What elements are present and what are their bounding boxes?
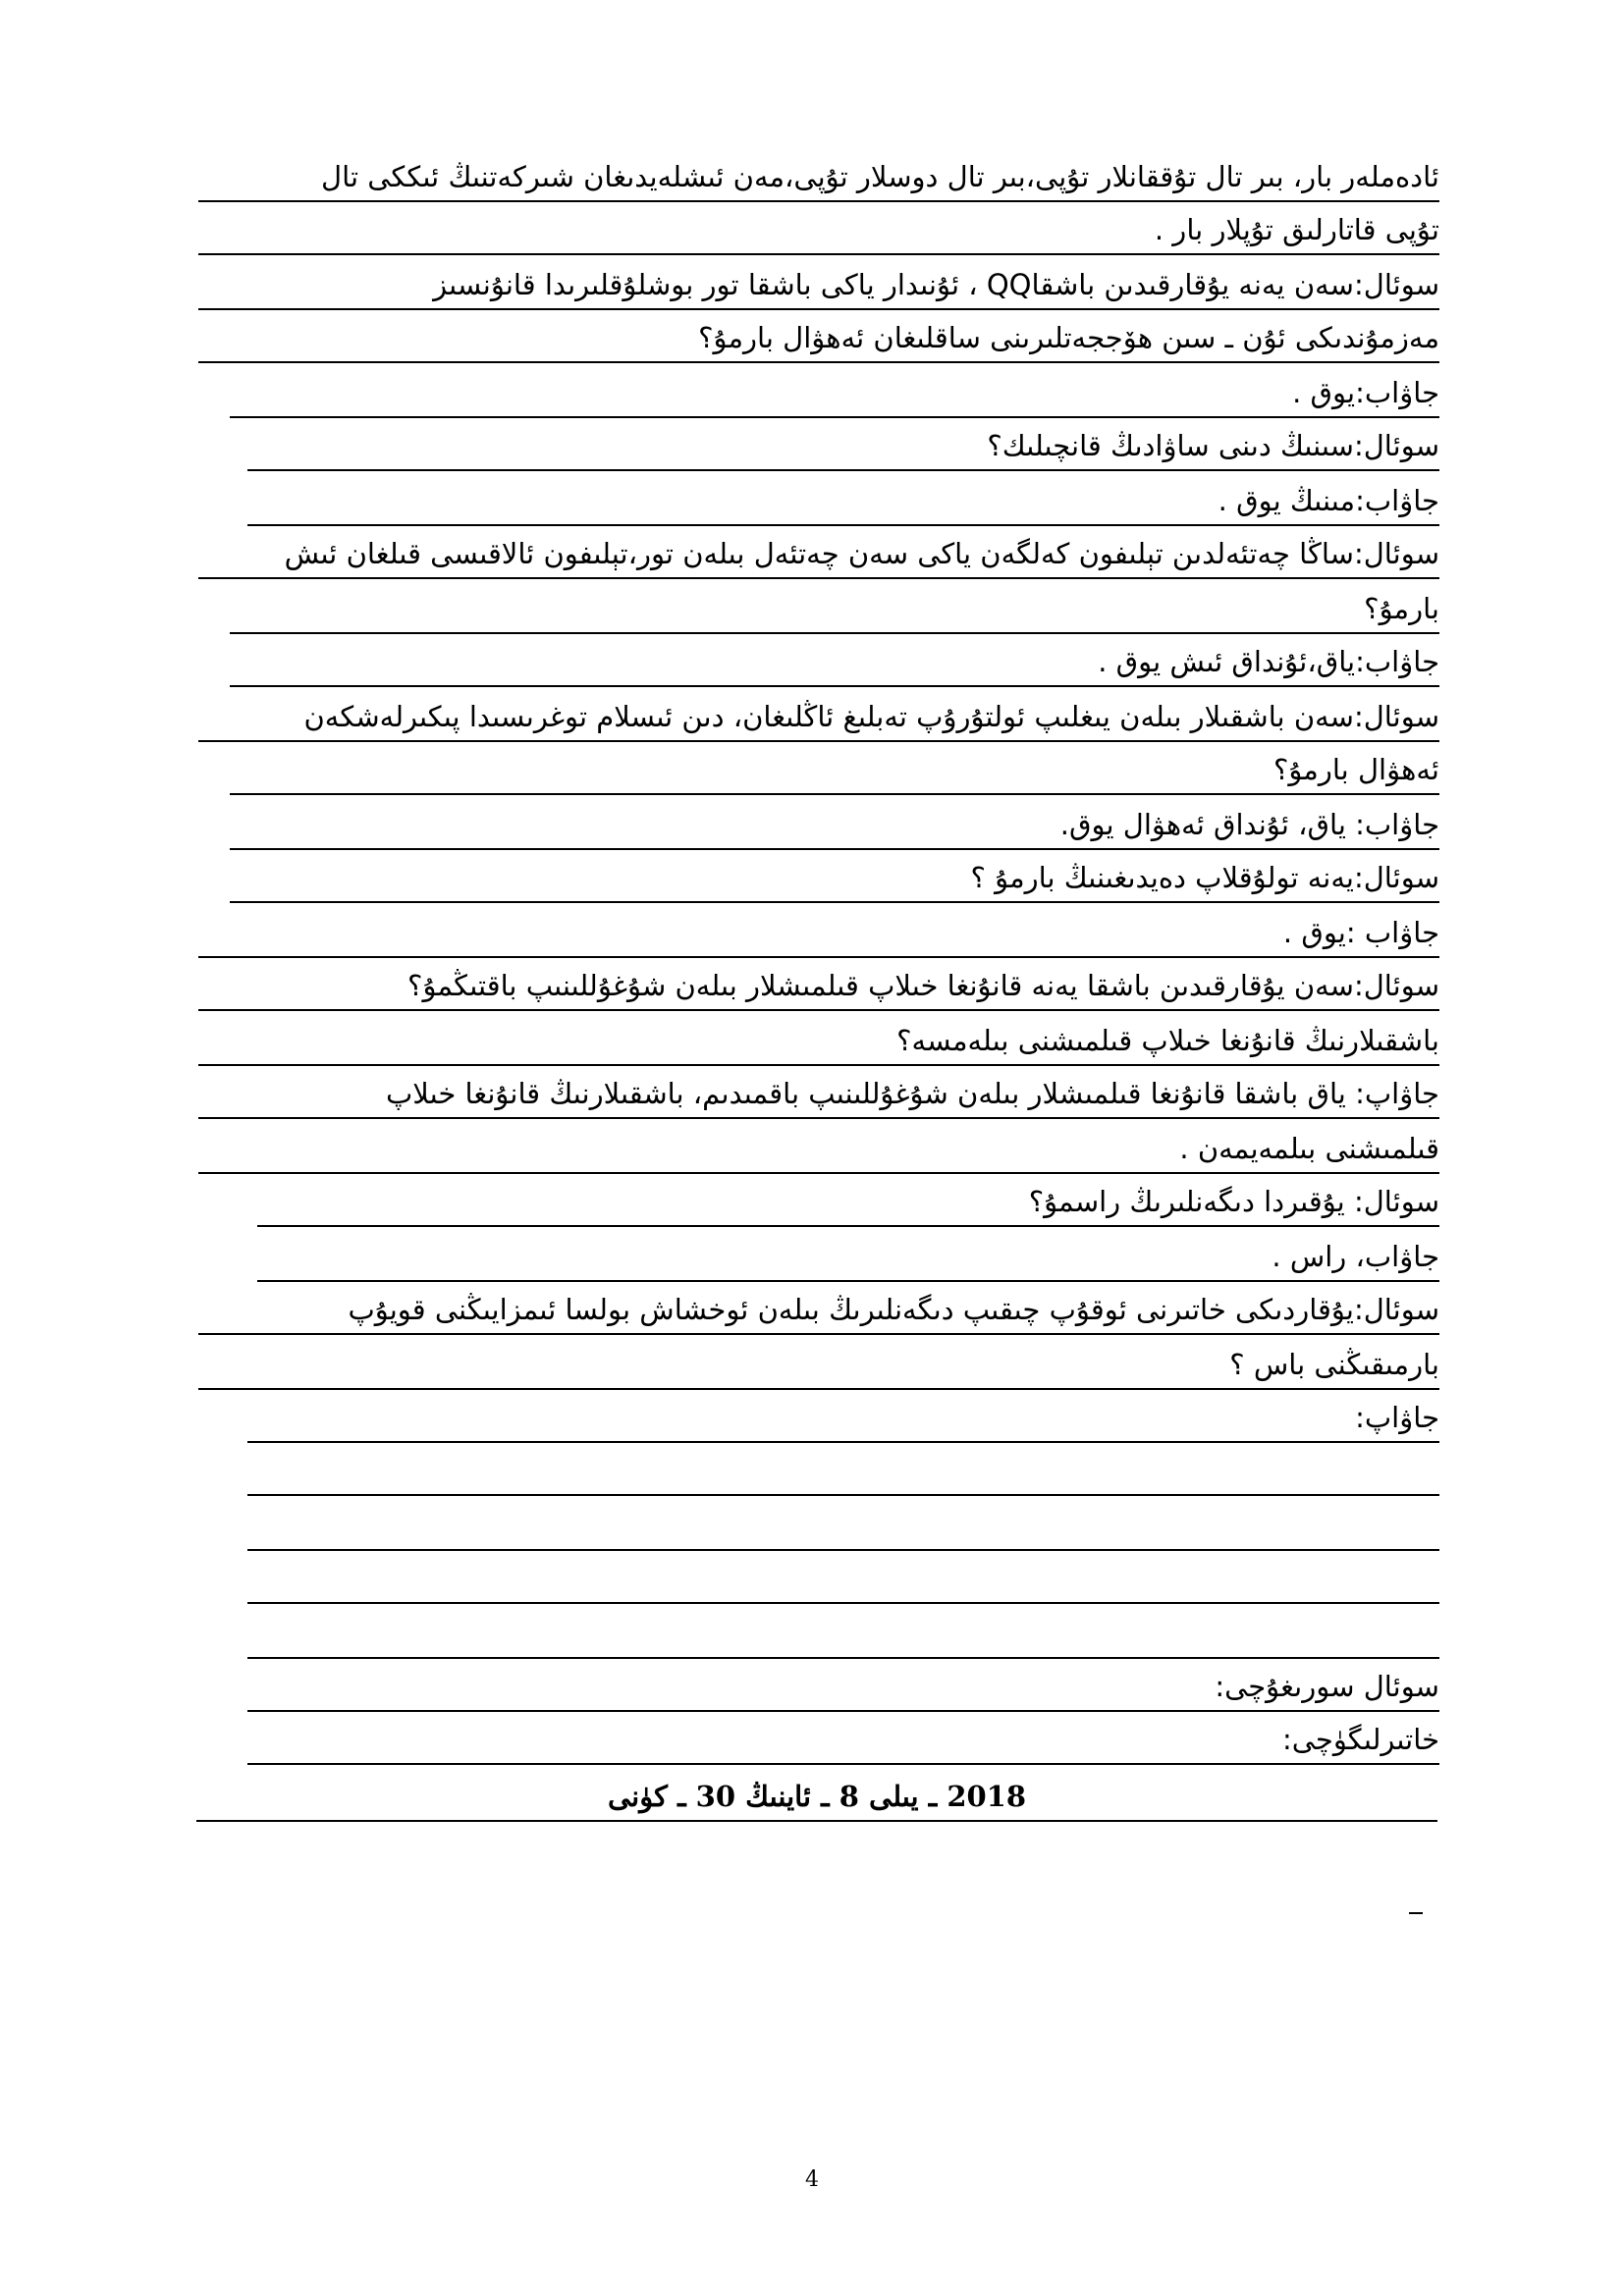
blank-answer-line: [247, 1494, 1439, 1496]
document-date: 2018 ـ يىلى 8 ـ ئاينىڭ 30 ـ كۈنى: [196, 1775, 1437, 1822]
text-line-9: بارمۇ؟: [230, 587, 1439, 634]
recorder-signature-line: خاتىرلىگۈچى:: [247, 1718, 1439, 1765]
text-line-19: قىلمىشنى بىلمەيمەن .: [198, 1127, 1439, 1174]
answer-line: جاۋاپ: ياق باشقا قانۇنغا قىلمىشلار بىلەن شۇغۇللىنىپ باقمىدىم، باشقىلارنىڭ قانۇنغا خىلاپ: [198, 1072, 1439, 1119]
page-number: 4: [805, 2167, 819, 2192]
text-line-12: ئەھۋال بارمۇ؟: [230, 748, 1439, 795]
questioner-signature-line: سوئال سورىغۇچى:: [247, 1665, 1439, 1712]
blank-answer-line: [247, 1549, 1439, 1551]
question-line: سوئال:يۇقاردىكى خاتىرنى ئوقۇپ چىقىپ دىگەنلىرىڭ بىلەن ئوخشاش بولسا ئىمزايىڭنى قويۇپ: [198, 1288, 1439, 1335]
question-line: سوئال:يەنە تولۇقلاپ دەيدىغىنىڭ بارمۇ ؟: [230, 856, 1439, 903]
text-line-23: بارمىقىڭنى باس ؟: [198, 1343, 1439, 1390]
blank-answer-line: [247, 1602, 1439, 1604]
question-line: سوئال:سەن يۇقارقىدىن باشقا يەنە قانۇنغا خىلاپ قىلمىشلار بىلەن شۇغۇللىنىپ باقتىڭمۇ؟: [198, 964, 1439, 1011]
question-line: سوئال:ساڭا چەتئەلدىن تېلىفون كەلگەن ياكى سەن چەتئەل بىلەن تور،تېلىفون ئالاقىسى قىلغان ئىش: [198, 532, 1439, 579]
answer-line: جاۋاب، راس .: [257, 1235, 1439, 1282]
question-line: سوئال:سەن يەنە يۇقارقىدىن باشقاQQ ، ئۇنىدار ياكى باشقا تور بوشلۇقلىرىدا قانۇنسىز: [198, 263, 1439, 310]
question-line: سوئال:سىنىڭ دىنى ساۋادىڭ قانچىلىك؟: [247, 424, 1439, 471]
answer-line: جاۋاب:مىنىڭ يوق .: [247, 479, 1439, 526]
question-line: سوئال: يۇقىردا دىگەنلىرىڭ راسمۇ؟: [257, 1180, 1439, 1227]
answer-line: جاۋاب:ياق،ئۇنداق ئىش يوق .: [230, 640, 1439, 687]
text-line-2: تۇپى قاتارلىق تۇپلار بار .: [198, 208, 1439, 255]
dash-mark: [1409, 1912, 1423, 1914]
answer-line: جاۋاب :يوق .: [198, 911, 1439, 958]
answer-line: جاۋاپ:: [247, 1396, 1439, 1443]
blank-answer-line: [247, 1657, 1439, 1659]
answer-line: جاۋاب:يوق .: [230, 371, 1439, 418]
question-line: سوئال:سەن باشقىلار بىلەن يىغلىپ ئولتۇرۇپ تەبلىغ ئاڭلىغان، دىن ئىسلام توغرىسىدا پىكىرلەشكەن: [198, 695, 1439, 742]
text-line-1: ئادەملەر بار، بىر تال تۇققانلار تۇپى،بىر تال دوسلار تۇپى،مەن ئىشلەيدىغان شىركەتنىڭ ئىككى تال: [198, 155, 1439, 202]
text-line-17: باشقىلارنىڭ قانۇنغا خىلاپ قىلمىشنى بىلەمسە؟: [198, 1019, 1439, 1066]
text-line-4: مەزمۇندىكى ئۇن ـ سىن ھۆججەتلىرىنى ساقلىغان ئەھۋال بارمۇ؟: [198, 316, 1439, 363]
answer-line: جاۋاب: ياق، ئۇنداق ئەھۋال يوق.: [230, 803, 1439, 850]
